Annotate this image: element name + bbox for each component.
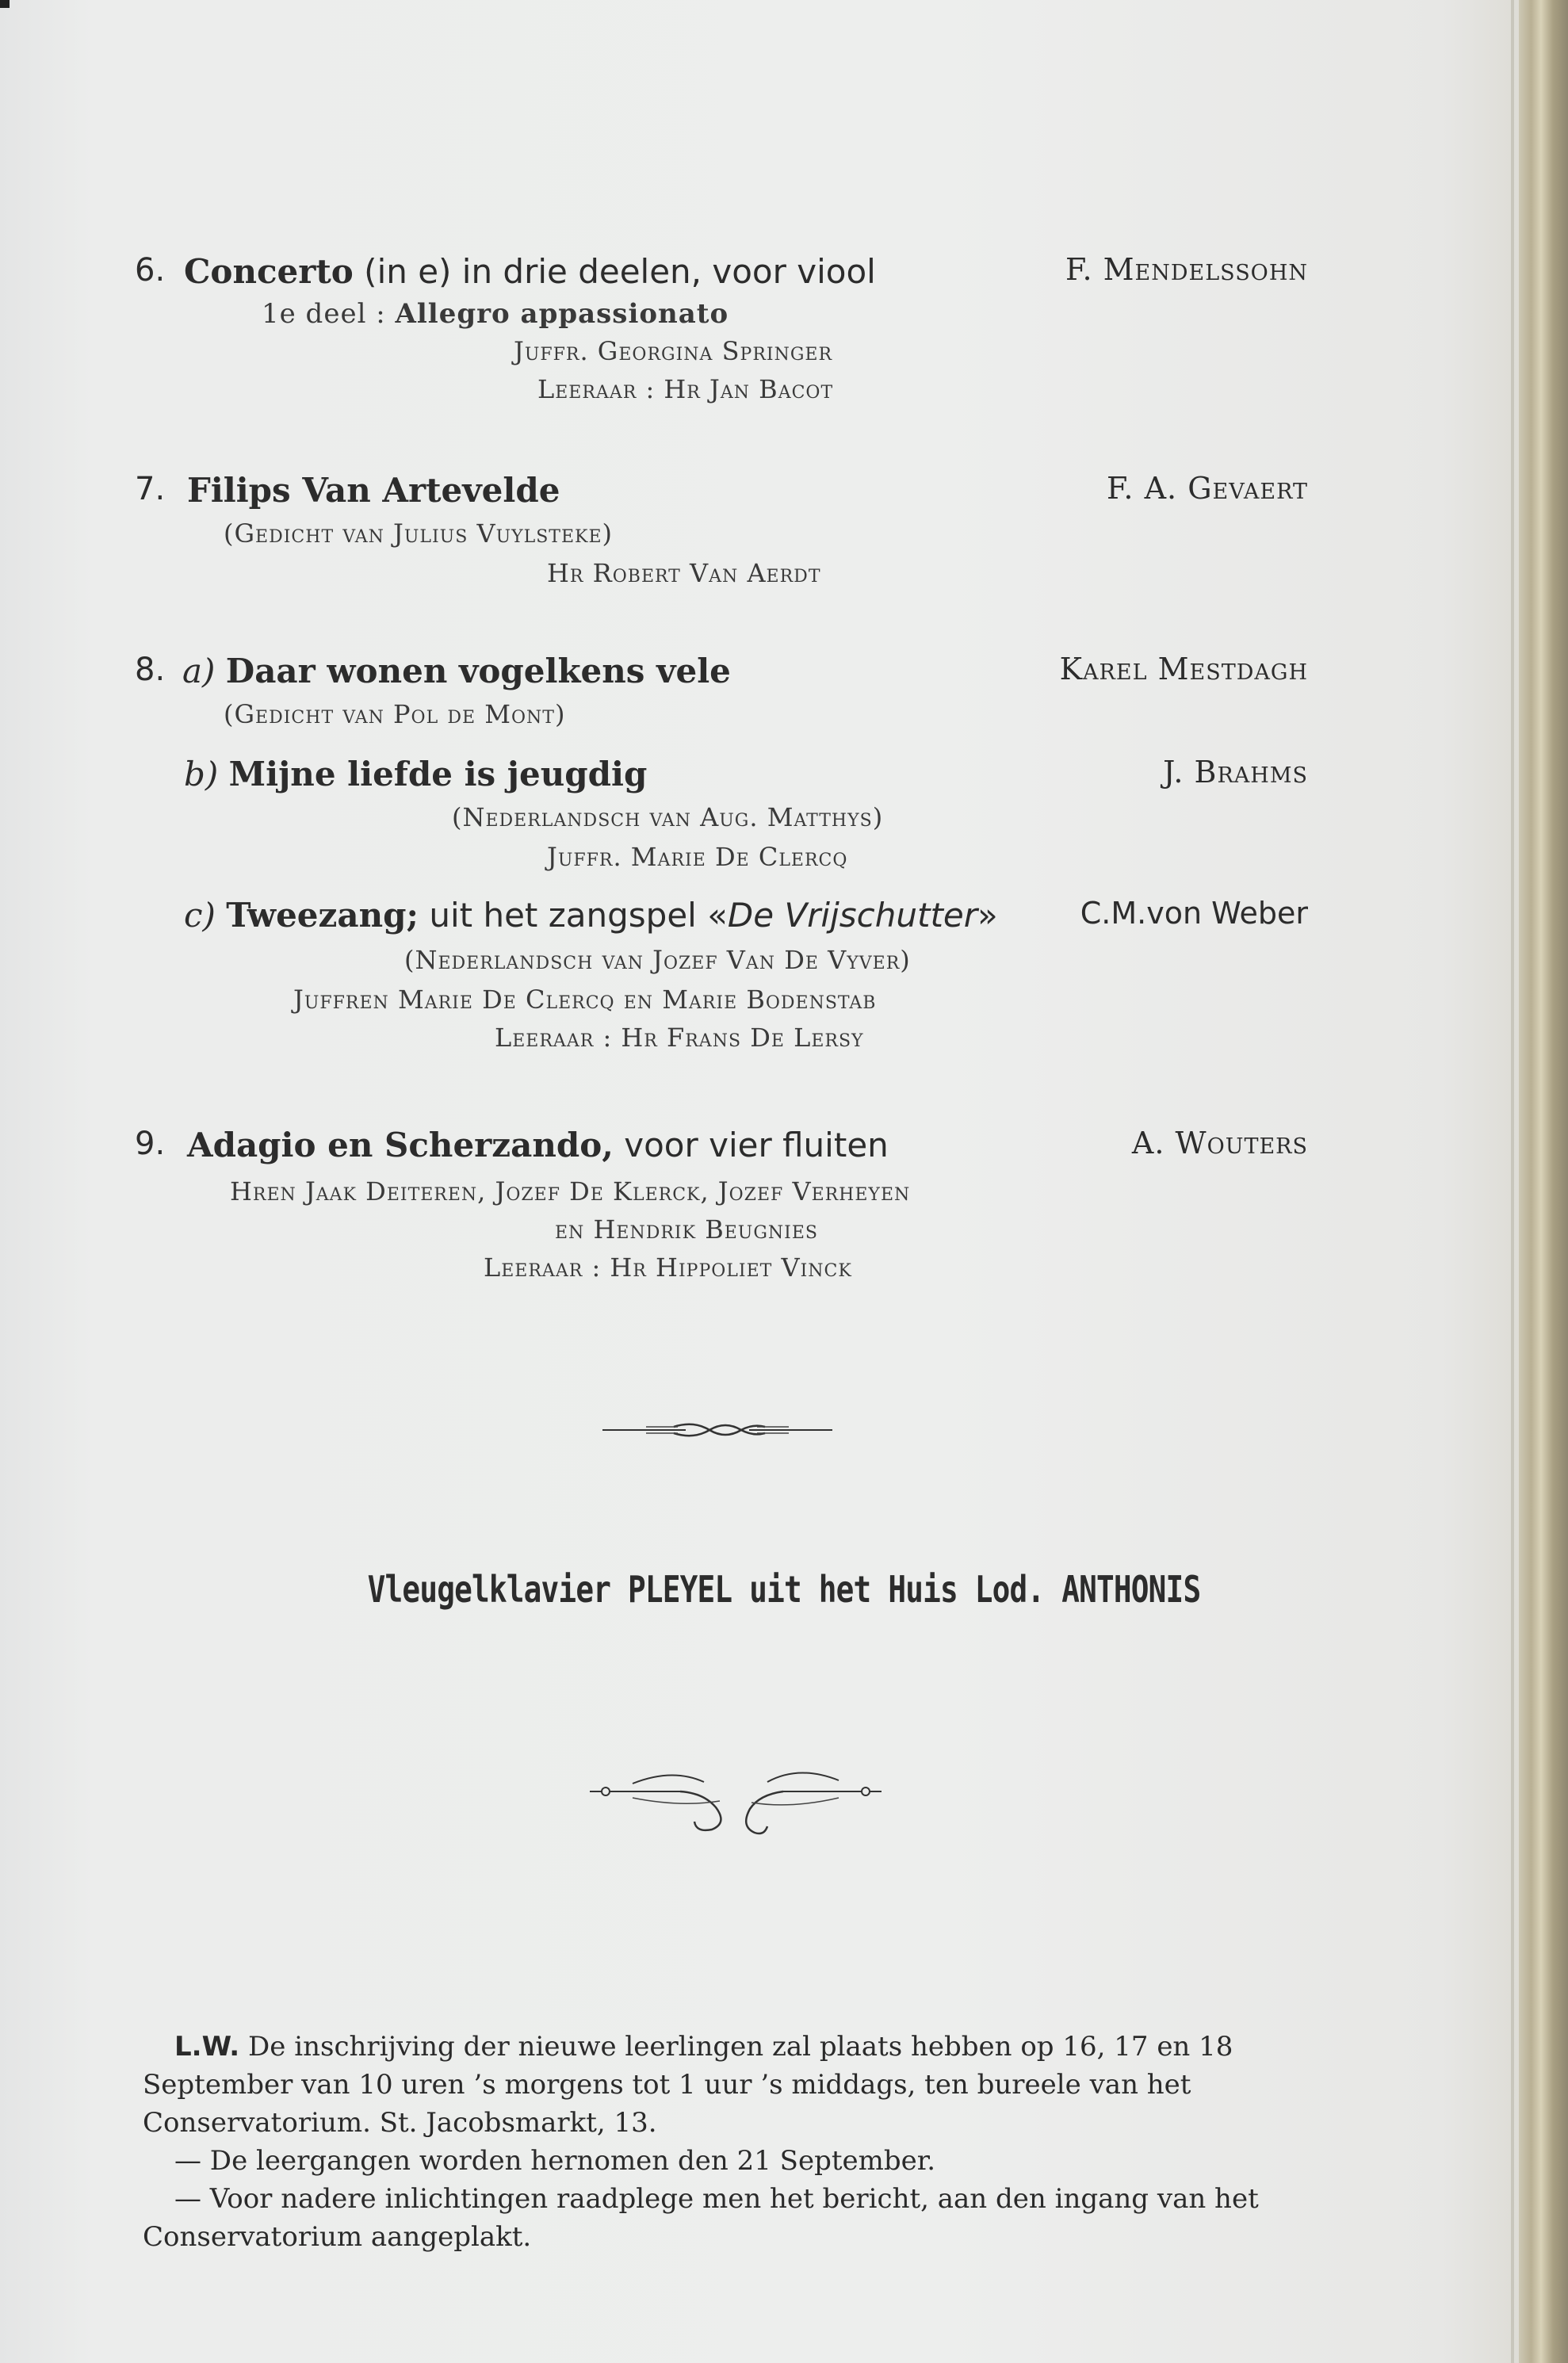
program-item-8	[135, 652, 1308, 1053]
program-item-7	[135, 471, 1308, 588]
divider-ornament	[599, 1416, 836, 1444]
performer: Juffren Marie De Clercq en Marie Bodenstab	[293, 985, 877, 1015]
title-rest: uit het zangspel «	[419, 896, 728, 935]
item-title	[184, 252, 876, 291]
item-title	[184, 755, 647, 793]
title-bold: Daar wonen vogelkens vele	[225, 652, 731, 690]
flourish-ornament	[585, 1760, 886, 1847]
title-end: »	[977, 896, 998, 935]
item-number: 6.	[135, 252, 166, 289]
notice-line-2: — De leergangen worden hernomen den 21 September.	[174, 2145, 936, 2177]
notice-text: De inschrijving der nieuwe leerlingen zal plaats hebben op 16, 17 en 18 September van 10 uren ’s morgens tot 1 uur ’s middags, ten bureele van het Conservatorium. St. Jacobsmarkt, 13.	[143, 2031, 1233, 2139]
part-letter: a)	[182, 652, 216, 690]
item-title	[187, 1126, 889, 1164]
movement-prefix: 1e deel :	[262, 298, 396, 330]
enrollment-notice	[143, 2028, 1300, 2256]
program-item-9	[135, 1126, 1308, 1283]
teacher: Leeraar : Hr Jan Bacot	[537, 374, 834, 404]
part-c	[184, 896, 1308, 945]
part-b	[184, 755, 1308, 804]
composer: A. Wouters	[1131, 1126, 1308, 1160]
item-title	[182, 652, 731, 690]
poem-credit: (Gedicht van Pol de Mont)	[224, 699, 566, 729]
composer: J. Brahms	[1163, 755, 1308, 790]
performers-line-2: en Hendrik Beugnies	[555, 1214, 818, 1245]
title-bold: Mijne liefde is jeugdig	[228, 755, 648, 793]
title-rest: voor vier fluiten	[613, 1126, 889, 1164]
title-bold: Filips Van Artevelde	[187, 471, 560, 510]
item-title	[184, 896, 998, 935]
book-spine	[1519, 0, 1568, 2363]
composer: F. Mendelssohn	[1065, 252, 1308, 287]
program-item-6	[135, 252, 1308, 404]
composer: F. A. Gevaert	[1106, 471, 1308, 506]
title-bold: Concerto	[184, 252, 354, 291]
corner-mark	[0, 0, 10, 8]
binding-edge	[1511, 0, 1514, 2363]
title-rest: (in e) in drie deelen, voor viool	[353, 252, 876, 291]
piano-sponsor-line: Vleugelklavier PLEYEL uit het Huis Lod. ANTHONIS	[367, 1568, 1201, 1611]
item-number: 7.	[135, 471, 166, 507]
teacher: Leeraar : Hr Hippoliet Vinck	[484, 1252, 852, 1283]
performer: Juffr. Georgina Springer	[514, 336, 833, 366]
performer: Hr Robert Van Aerdt	[547, 558, 821, 588]
translation-credit: (Nederlandsch van Jozef Van De Vyver)	[404, 945, 911, 975]
translation-credit: (Nederlandsch van Aug. Matthys)	[452, 802, 884, 832]
title-italic: De Vrijschutter	[727, 896, 978, 935]
movement-title: Allegro appassionato	[395, 298, 729, 330]
teacher: Leeraar : Hr Frans De Lersy	[495, 1023, 864, 1053]
composer: C.M.von Weber	[1080, 896, 1308, 931]
notice-lead: L.W.	[174, 2031, 240, 2063]
title-bold: Tweezang;	[226, 896, 419, 935]
part-letter: c)	[184, 896, 216, 935]
notice-paragraph	[143, 2028, 1300, 2142]
part-letter: b)	[184, 755, 219, 793]
composer: Karel Mestdagh	[1059, 652, 1308, 686]
title-bold: Adagio en Scherzando,	[187, 1126, 614, 1164]
poem-credit: (Gedicht van Julius Vuylsteke)	[224, 518, 614, 549]
item-number: 9.	[135, 1126, 166, 1162]
notice-line-3: — Voor nadere inlichtingen raadplege men het bericht, aan den ingang van het Conservatorium aangeplakt.	[143, 2183, 1259, 2253]
movement-line	[262, 298, 729, 330]
performers-line-1: Hren Jaak Deiteren, Jozef De Klerck, Jozef Verheyen	[230, 1176, 911, 1206]
performer: Juffr. Marie De Clercq	[547, 842, 848, 872]
item-title	[187, 471, 560, 510]
item-number: 8.	[135, 652, 166, 688]
